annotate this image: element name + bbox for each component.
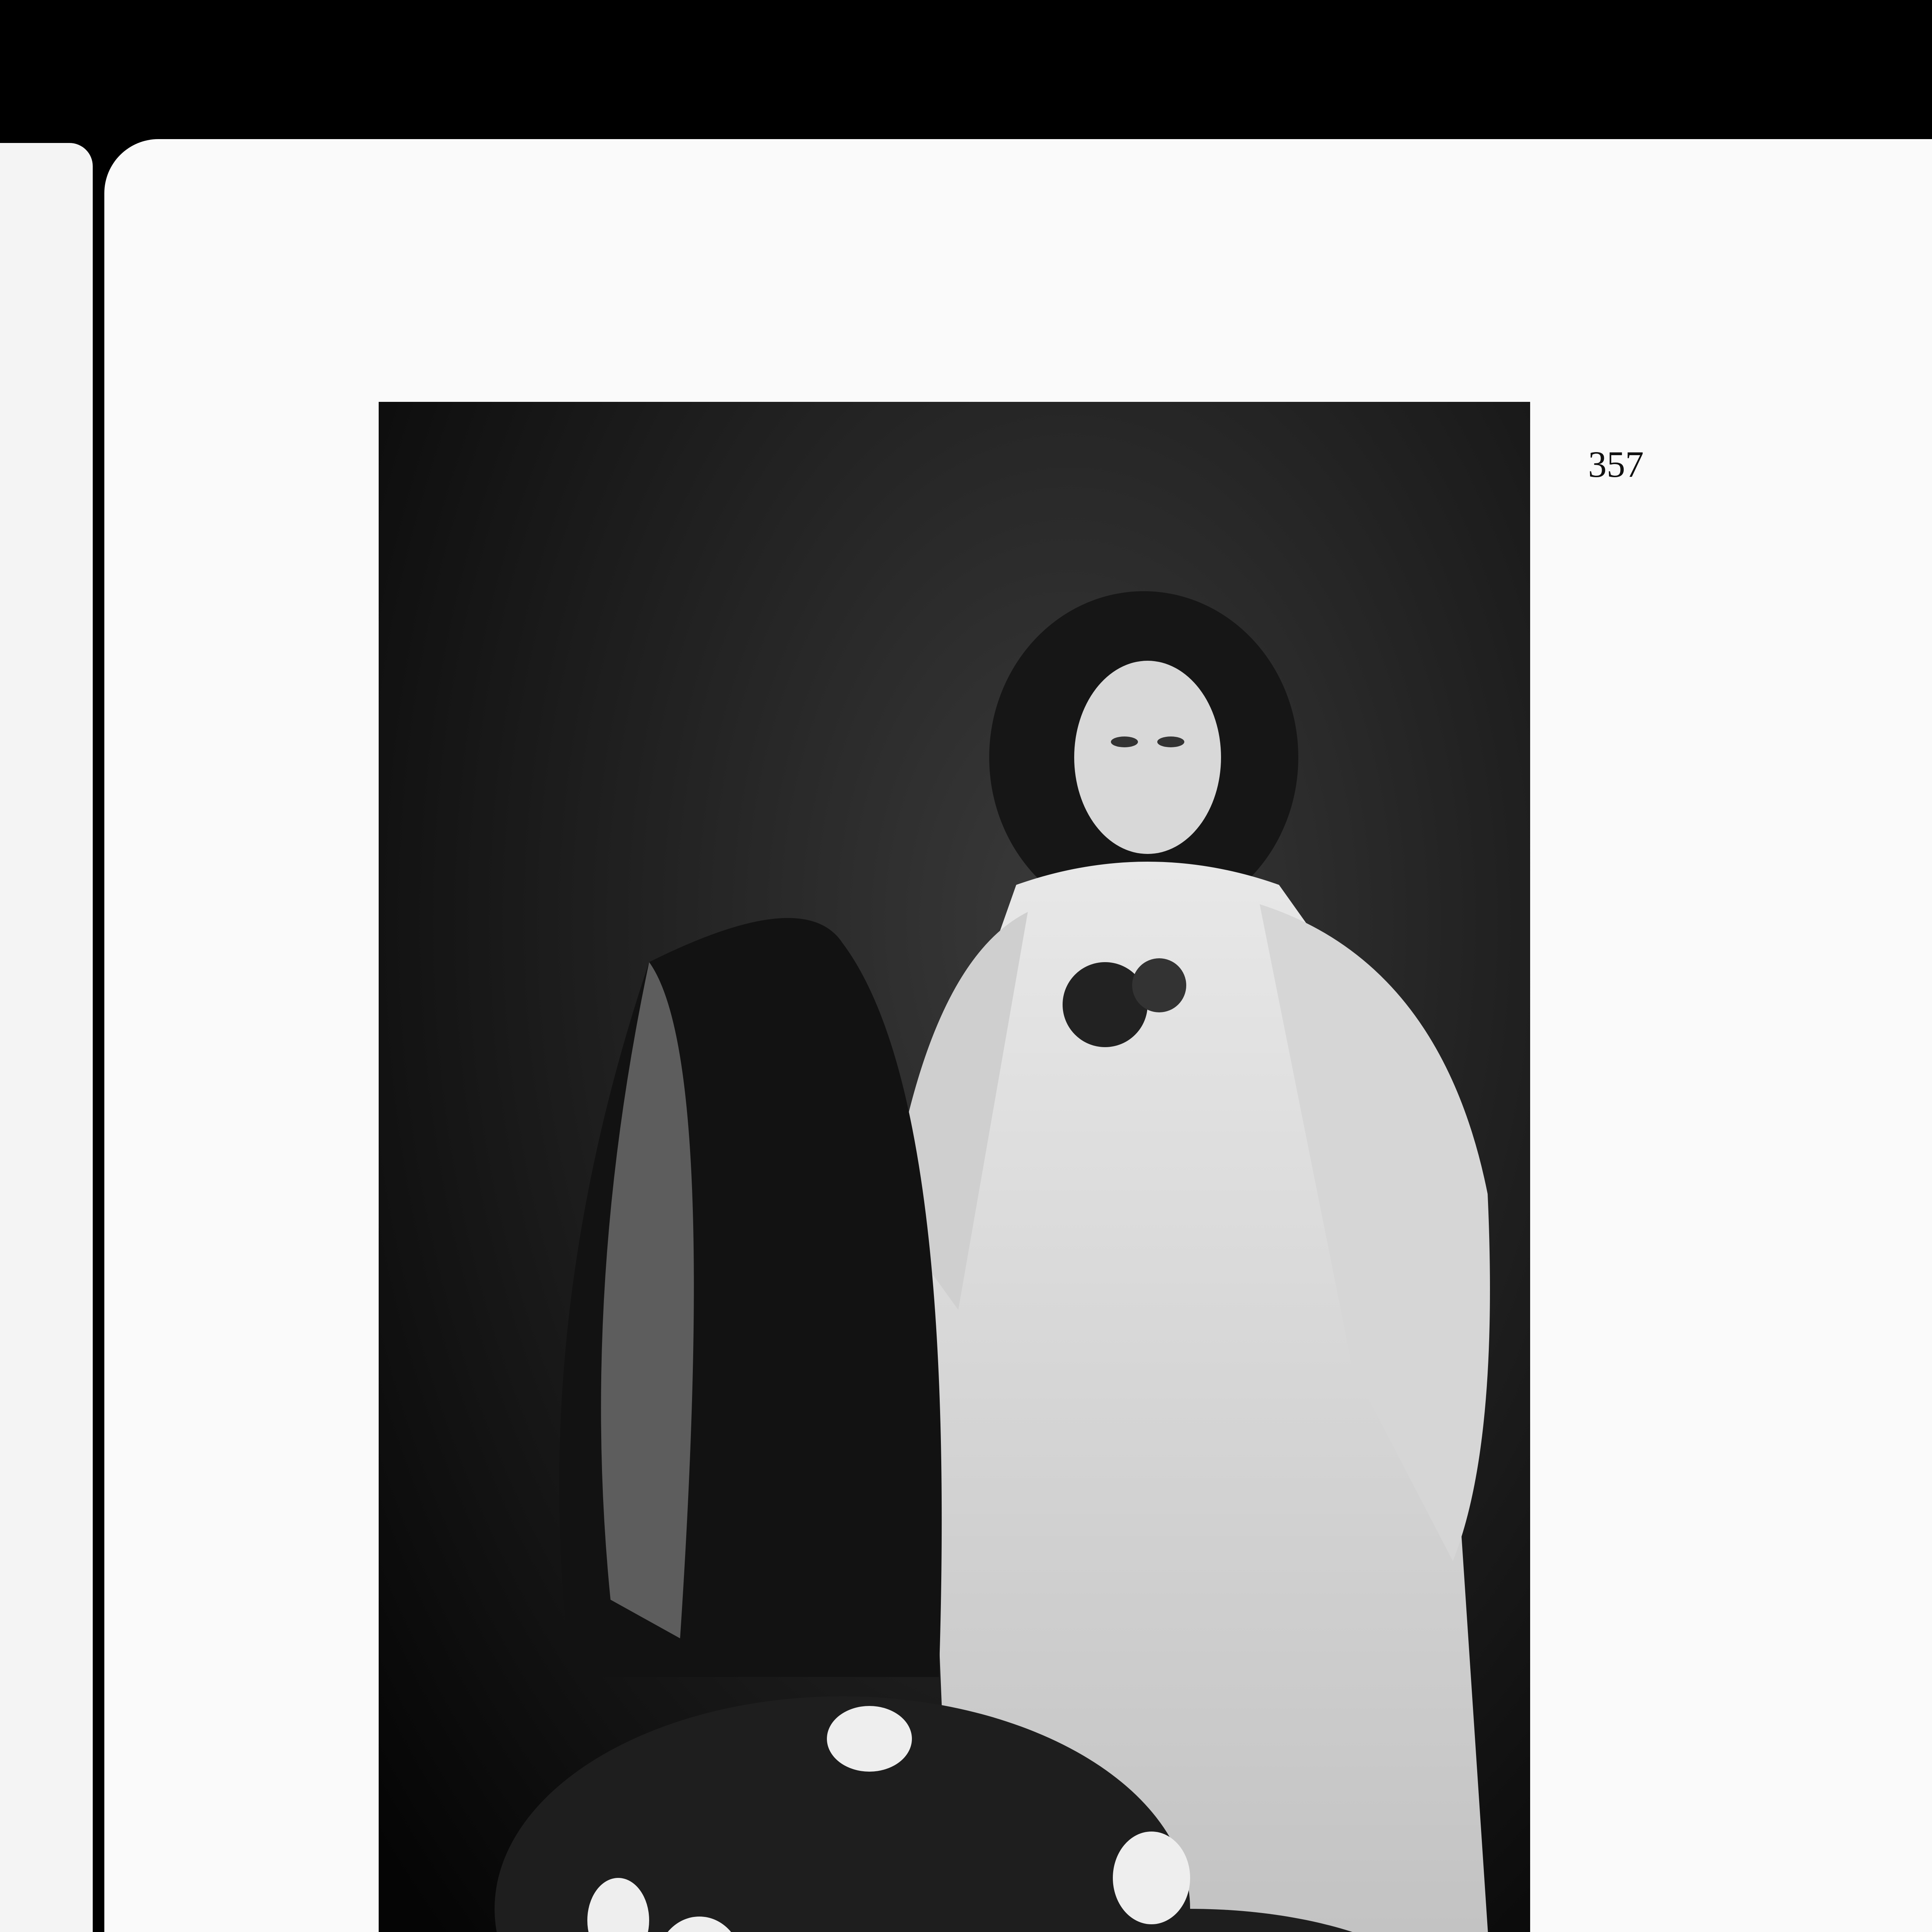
page-number: 357	[1588, 444, 1644, 485]
portrait-photograph	[379, 402, 1530, 1932]
facing-page-edge	[0, 143, 93, 1932]
book-page	[104, 139, 1932, 1932]
